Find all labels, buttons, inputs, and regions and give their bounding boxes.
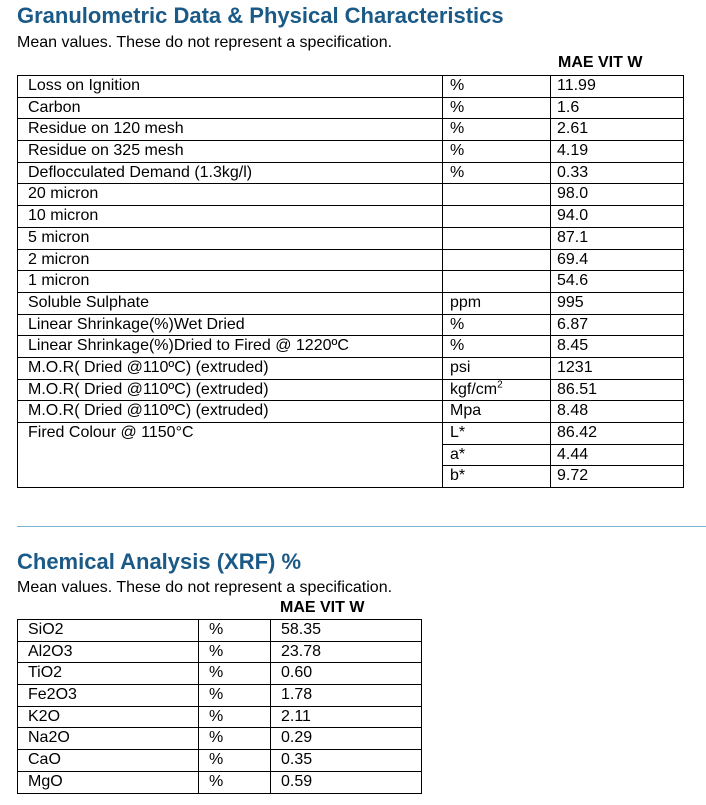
table-row bbox=[18, 728, 422, 750]
property-cell: Residue on 325 mesh bbox=[18, 141, 443, 163]
table-row bbox=[18, 379, 684, 401]
section1-title: Granulometric Data & Physical Characteristics bbox=[17, 3, 504, 28]
oxide-cell: CaO bbox=[18, 750, 199, 772]
section1-subtitle: Mean values. These do not represent a specification. bbox=[17, 34, 393, 51]
section2-column-header: MAE VIT W bbox=[280, 599, 365, 616]
section-divider bbox=[17, 526, 706, 527]
unit-cell: a* bbox=[443, 444, 551, 466]
table-row bbox=[18, 314, 684, 336]
value-cell: 54.6 bbox=[551, 271, 684, 293]
table-row bbox=[18, 119, 684, 141]
value-cell: 8.48 bbox=[551, 401, 684, 423]
value-cell: 11.99 bbox=[551, 76, 684, 98]
unit-cell: % bbox=[443, 162, 551, 184]
property-cell: Carbon bbox=[18, 97, 443, 119]
table-row bbox=[18, 620, 422, 642]
table-row bbox=[18, 641, 422, 663]
physical-characteristics-table bbox=[17, 75, 684, 488]
unit-cell: % bbox=[443, 314, 551, 336]
value-cell: 94.0 bbox=[551, 206, 684, 228]
oxide-cell: Na2O bbox=[18, 728, 199, 750]
section2-title: Chemical Analysis (XRF) % bbox=[17, 549, 302, 574]
unit-cell: % bbox=[443, 97, 551, 119]
unit-cell bbox=[443, 249, 551, 271]
table-row bbox=[18, 271, 684, 293]
value-cell: 86.51 bbox=[551, 379, 684, 401]
value-cell: 4.19 bbox=[551, 141, 684, 163]
value-cell: 995 bbox=[551, 292, 684, 314]
oxide-cell: SiO2 bbox=[18, 620, 199, 642]
unit-cell bbox=[443, 184, 551, 206]
table-row bbox=[18, 249, 684, 271]
unit-cell bbox=[443, 379, 551, 401]
table-row bbox=[18, 184, 684, 206]
table-row bbox=[18, 76, 684, 98]
chemical-analysis-table bbox=[17, 619, 422, 794]
unit-cell: ppm bbox=[443, 292, 551, 314]
oxide-cell: Al2O3 bbox=[18, 641, 199, 663]
value-cell: 1.6 bbox=[551, 97, 684, 119]
table-row bbox=[18, 357, 684, 379]
table-row bbox=[18, 663, 422, 685]
unit-cell: % bbox=[443, 119, 551, 141]
unit-cell: % bbox=[199, 641, 271, 663]
property-cell: Residue on 120 mesh bbox=[18, 119, 443, 141]
property-cell: 20 micron bbox=[18, 184, 443, 206]
value-cell: 69.4 bbox=[551, 249, 684, 271]
property-cell: M.O.R( Dried @110ºC) (extruded) bbox=[18, 401, 443, 423]
value-cell: 2.11 bbox=[271, 706, 422, 728]
oxide-cell: Fe2O3 bbox=[18, 685, 199, 707]
unit-cell: psi bbox=[443, 357, 551, 379]
property-cell: Loss on Ignition bbox=[18, 76, 443, 98]
unit-cell: % bbox=[199, 728, 271, 750]
value-cell: 58.35 bbox=[271, 620, 422, 642]
table-row bbox=[18, 423, 684, 445]
table-row bbox=[18, 292, 684, 314]
unit-cell: % bbox=[199, 620, 271, 642]
table-row bbox=[18, 336, 684, 358]
value-cell: 1.78 bbox=[271, 685, 422, 707]
value-cell: 0.33 bbox=[551, 162, 684, 184]
unit-cell bbox=[443, 271, 551, 293]
value-cell: 8.45 bbox=[551, 336, 684, 358]
oxide-cell: K2O bbox=[18, 706, 199, 728]
value-cell: 0.59 bbox=[271, 771, 422, 793]
unit-cell: % bbox=[199, 663, 271, 685]
oxide-cell: TiO2 bbox=[18, 663, 199, 685]
unit-cell bbox=[443, 206, 551, 228]
section1-column-header: MAE VIT W bbox=[558, 54, 643, 71]
table-row bbox=[18, 227, 684, 249]
table-row bbox=[18, 141, 684, 163]
unit-superscript: 2 bbox=[497, 379, 503, 391]
table-row bbox=[18, 685, 422, 707]
table-row bbox=[18, 750, 422, 772]
unit-cell: b* bbox=[443, 466, 551, 488]
unit-cell: % bbox=[199, 706, 271, 728]
table-row bbox=[18, 771, 422, 793]
value-cell: 2.61 bbox=[551, 119, 684, 141]
property-cell: 1 micron bbox=[18, 271, 443, 293]
unit-cell: % bbox=[199, 685, 271, 707]
property-cell: Fired Colour @ 1150°C bbox=[18, 423, 443, 488]
unit-cell: % bbox=[443, 76, 551, 98]
value-cell: 0.35 bbox=[271, 750, 422, 772]
table-row bbox=[18, 97, 684, 119]
value-cell: 0.60 bbox=[271, 663, 422, 685]
value-cell: 98.0 bbox=[551, 184, 684, 206]
oxide-cell: MgO bbox=[18, 771, 199, 793]
property-cell: Deflocculated Demand (1.3kg/l) bbox=[18, 162, 443, 184]
value-cell: 6.87 bbox=[551, 314, 684, 336]
value-cell: 86.42 bbox=[551, 423, 684, 445]
value-cell: 1231 bbox=[551, 357, 684, 379]
property-cell: 10 micron bbox=[18, 206, 443, 228]
unit-cell: % bbox=[199, 750, 271, 772]
unit-cell: % bbox=[443, 141, 551, 163]
table-row bbox=[18, 706, 422, 728]
table-row bbox=[18, 401, 684, 423]
unit-cell bbox=[443, 227, 551, 249]
property-cell: 5 micron bbox=[18, 227, 443, 249]
value-cell: 87.1 bbox=[551, 227, 684, 249]
section2-subtitle: Mean values. These do not represent a specification. bbox=[17, 579, 393, 596]
value-cell: 0.29 bbox=[271, 728, 422, 750]
value-cell: 23.78 bbox=[271, 641, 422, 663]
property-cell: M.O.R( Dried @110ºC) (extruded) bbox=[18, 379, 443, 401]
table-row bbox=[18, 162, 684, 184]
unit-cell: L* bbox=[443, 423, 551, 445]
value-cell: 4.44 bbox=[551, 444, 684, 466]
unit-text: kgf/cm bbox=[450, 380, 498, 398]
property-cell: 2 micron bbox=[18, 249, 443, 271]
property-cell: M.O.R( Dried @110ºC) (extruded) bbox=[18, 357, 443, 379]
property-cell: Linear Shrinkage(%)Dried to Fired @ 1220ºC bbox=[18, 336, 443, 358]
property-cell: Soluble Sulphate bbox=[18, 292, 443, 314]
value-cell: 9.72 bbox=[551, 466, 684, 488]
unit-cell: Mpa bbox=[443, 401, 551, 423]
table-row bbox=[18, 206, 684, 228]
unit-cell: % bbox=[443, 336, 551, 358]
unit-cell: % bbox=[199, 771, 271, 793]
property-cell: Linear Shrinkage(%)Wet Dried bbox=[18, 314, 443, 336]
